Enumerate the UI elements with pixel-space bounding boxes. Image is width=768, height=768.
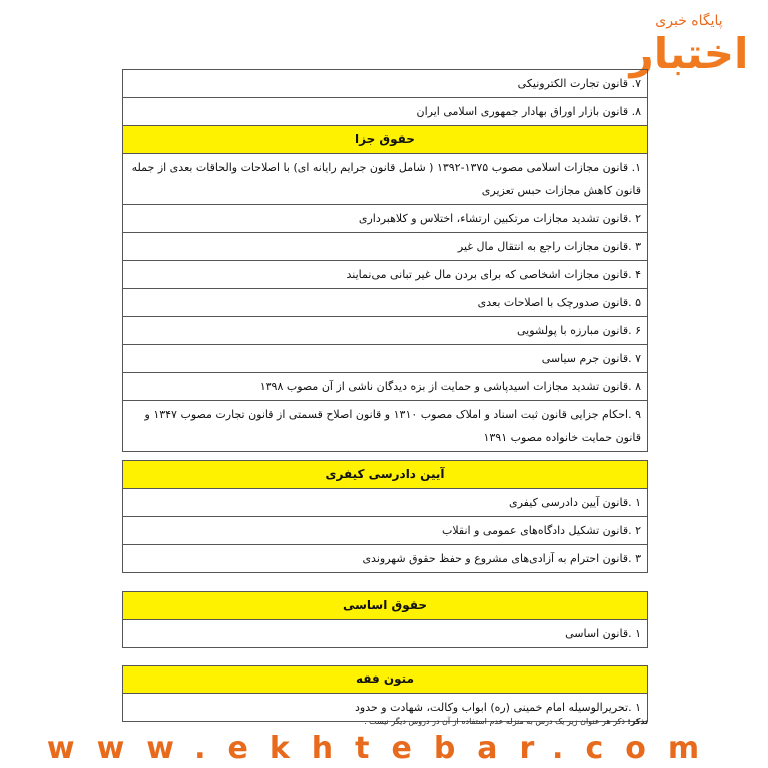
law-item: ۱. قانون مجازات اسلامی مصوب ۱۳۷۵-۱۳۹۲ ( شامل قانون جرایم رایانه ای) با اصلاحات والحاقات بعدی از جمله قانون کاهش مجازات حبس تعزیری [123, 154, 648, 205]
law-item: ۳ .قانون احترام به آزادی‌های مشروع و حفظ حقوق شهروندی [123, 545, 648, 573]
table-fiqh-texts [122, 665, 648, 722]
table-row [123, 233, 648, 261]
law-item: ۴ .قانون مجازات اشخاصی که برای بردن مال غیر تبانی می‌نمایند [123, 261, 648, 289]
section-header [123, 126, 648, 154]
table-row [123, 517, 648, 545]
section-title: متون فقه [123, 666, 648, 694]
table-row [123, 70, 648, 98]
table-row [123, 98, 648, 126]
law-item: ۸ .قانون تشدید مجازات اسیدپاشی و حمایت از بزه دیدگان ناشی از آن مصوب ۱۳۹۸ [123, 373, 648, 401]
logo-subtitle: پایگاه خبری [655, 13, 723, 29]
law-item: ۷. قانون تجارت الکترونیکی [123, 70, 648, 98]
law-item: ۲ .قانون تشکیل دادگاه‌های عمومی و انقلاب [123, 517, 648, 545]
table-row [123, 373, 648, 401]
table-row [123, 620, 648, 648]
table-row [123, 154, 648, 205]
table-row [123, 289, 648, 317]
logo-name: اختبار [629, 29, 749, 78]
website-url: www.ekhtebar.com [46, 731, 722, 766]
table-row [123, 317, 648, 345]
section-header [123, 461, 648, 489]
law-item: ۱ .قانون اساسی [123, 620, 648, 648]
footnote [122, 717, 648, 726]
table-constitutional-law [122, 591, 648, 648]
table-row [123, 401, 648, 452]
section-header [123, 666, 648, 694]
law-item: ۹ .احکام جزایی قانون ثبت اسناد و املاک مصوب ۱۳۱۰ و قانون اصلاح قسمتی از قانون تجارت مصوب ۱۳۴۷ و قانون حمایت خانواده مصوب ۱۳۹۱ [123, 401, 648, 452]
law-item: ۷ .قانون جرم سیاسی [123, 345, 648, 373]
table-criminal-procedure [122, 460, 648, 573]
section-title: حقوق جزا [123, 126, 648, 154]
table-row [123, 345, 648, 373]
table-row [123, 205, 648, 233]
table-commercial-tail [122, 69, 648, 452]
law-item: ۵ .قانون صدورچک با اصلاحات بعدی [123, 289, 648, 317]
law-item: ۱ .قانون آیین دادرسی کیفری [123, 489, 648, 517]
footnote-text: ذکر هر عنوان زیر یک درس به منزله عدم استفاده از آن در دروس دیگر نیست . [364, 717, 625, 726]
table-row [123, 545, 648, 573]
law-item: ۸. قانون بازار اوراق بهادار جمهوری اسلامی ایران [123, 98, 648, 126]
section-title: آیین دادرسی کیفری [123, 461, 648, 489]
law-item: ۱ .تحریرالوسیله امام خمینی (ره) ابواب وکالت، شهادت و حدود [123, 694, 648, 722]
law-item: ۳ .قانون مجازات راجع به انتقال مال غیر [123, 233, 648, 261]
section-title: حقوق اساسی [123, 592, 648, 620]
table-row [123, 261, 648, 289]
section-header [123, 592, 648, 620]
law-item: ۲ .قانون تشدید مجازات مرتکبین ارتشاء، اختلاس و کلاهبرداری [123, 205, 648, 233]
law-item: ۶ .قانون مبارزه با پولشویی [123, 317, 648, 345]
footnote-label: تذکر: [627, 717, 648, 726]
table-row [123, 489, 648, 517]
